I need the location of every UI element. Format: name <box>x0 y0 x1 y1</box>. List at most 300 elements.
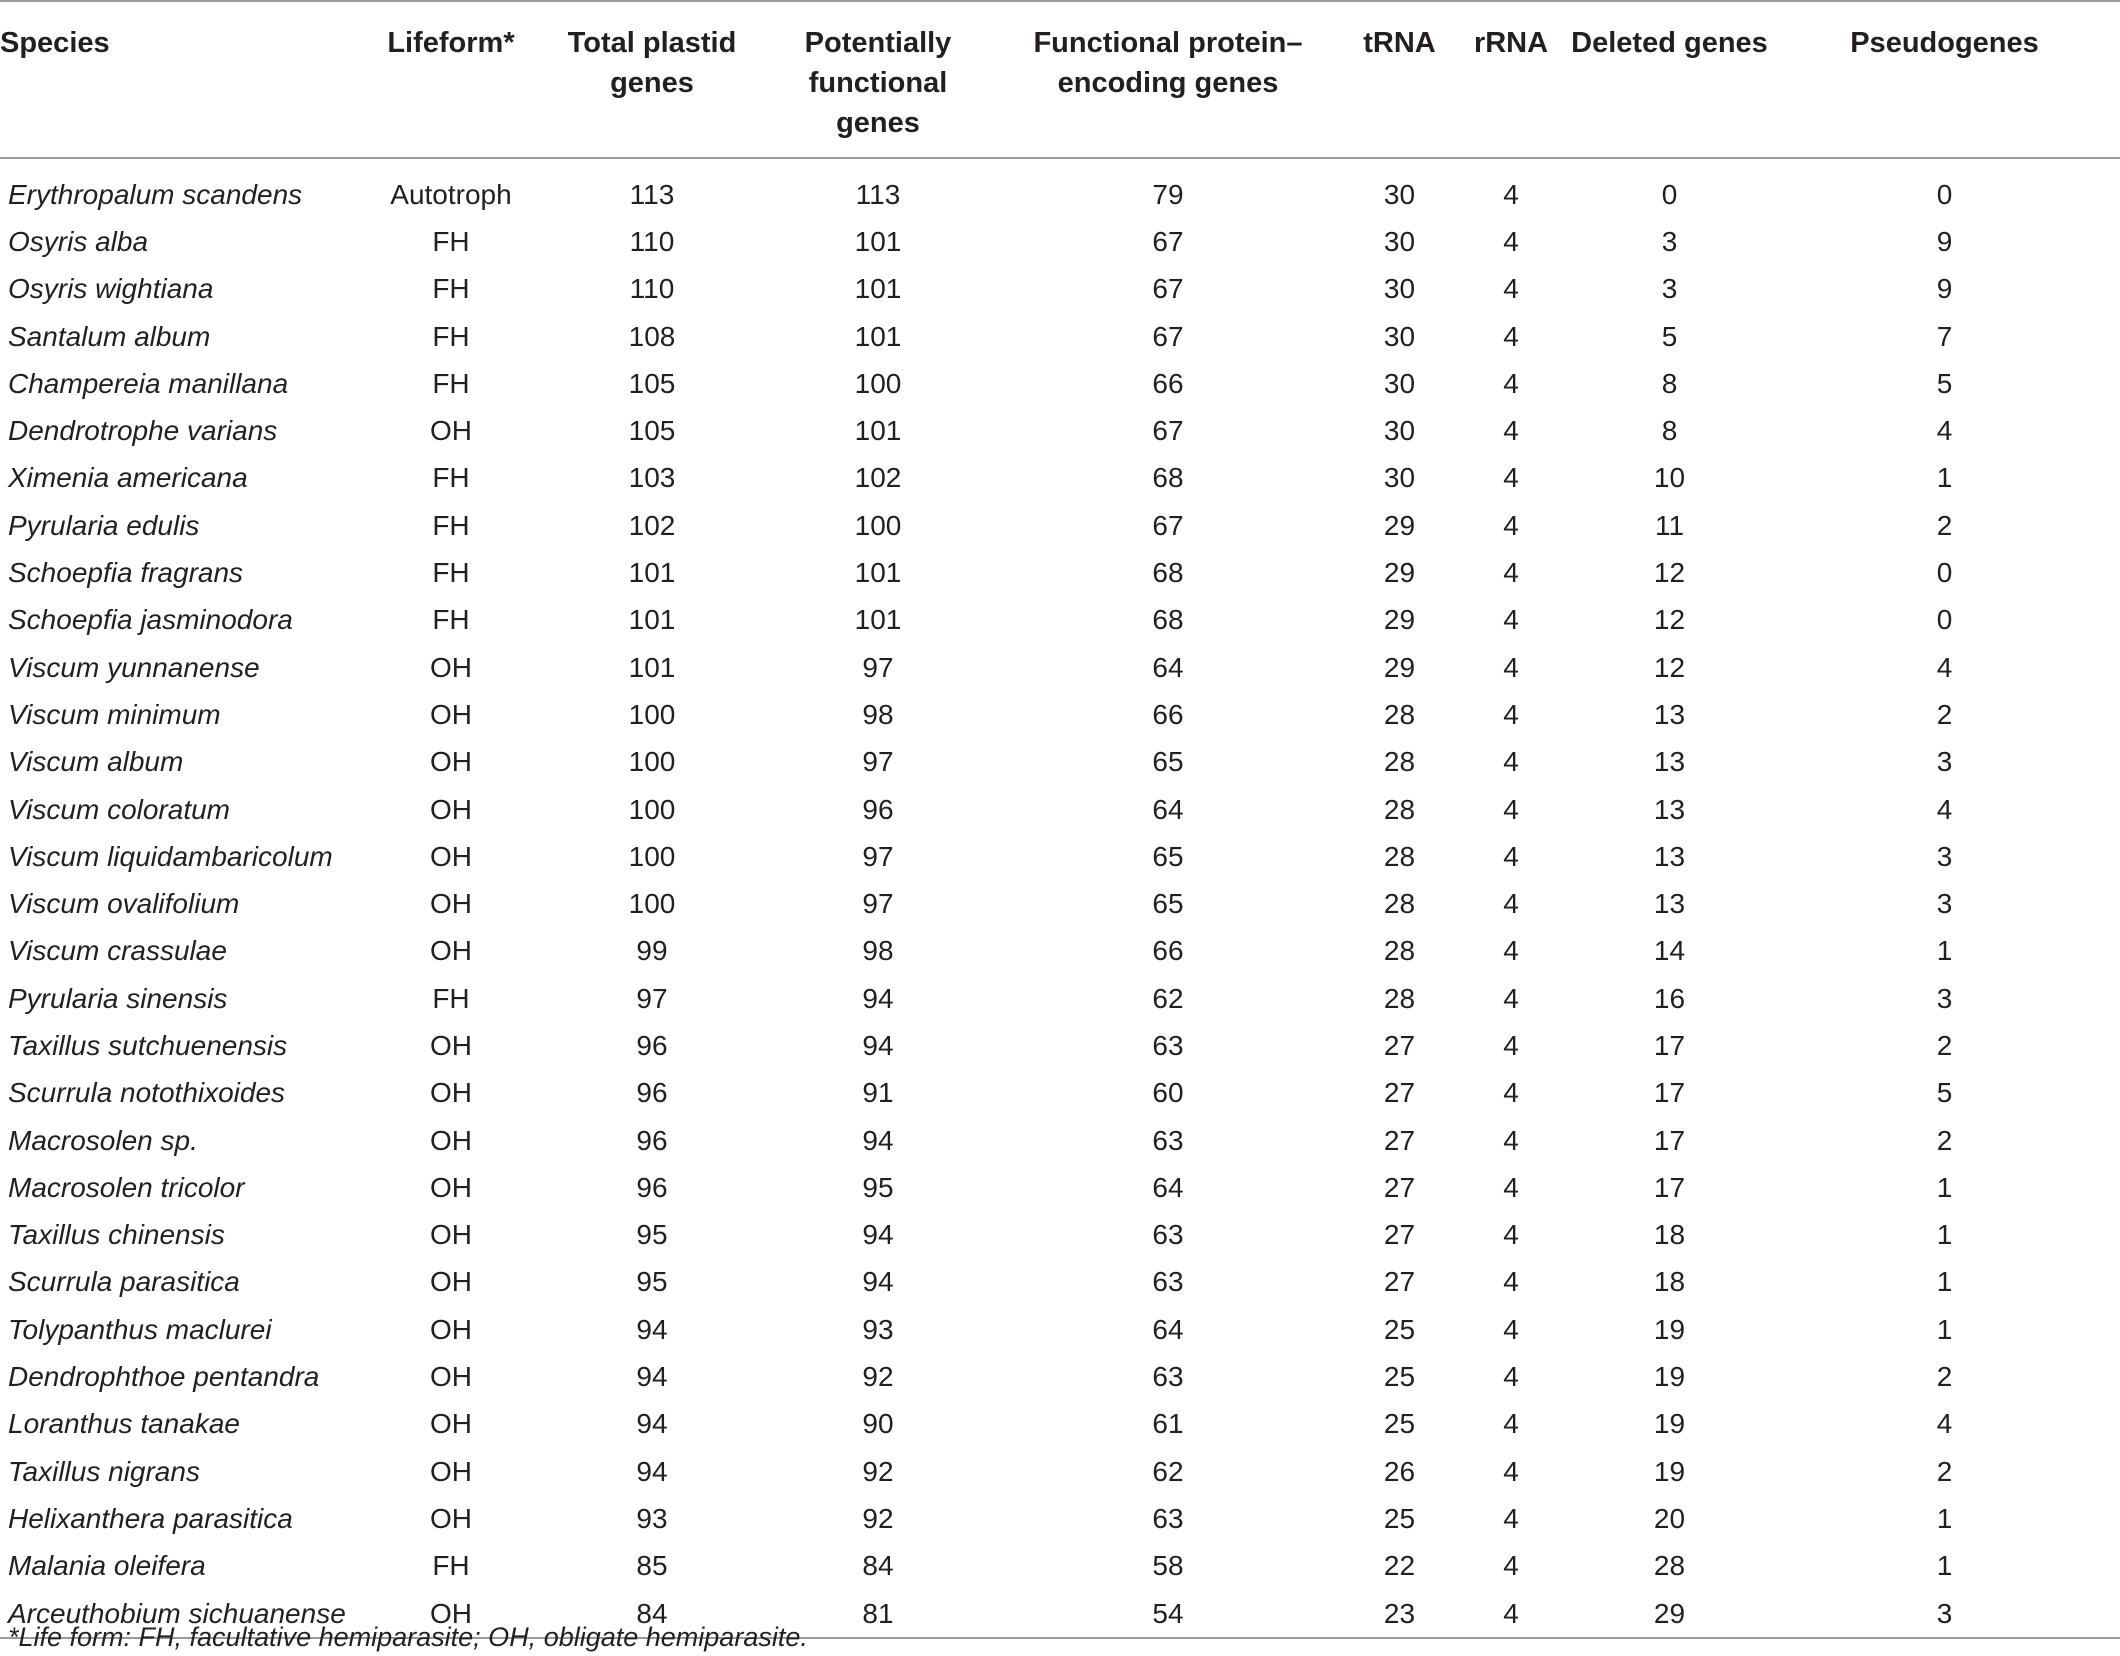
cell-trna: 29 <box>1383 651 1416 683</box>
cell-rrna: 4 <box>1503 1408 1519 1440</box>
cell-species: Pyrularia edulis <box>8 509 200 541</box>
cell-trna: 29 <box>1383 604 1416 636</box>
cell-total-plastid-genes: 108 <box>628 320 676 352</box>
cell-total-plastid-genes: 94 <box>636 1408 668 1440</box>
cell-potentially-functional-genes: 101 <box>854 415 902 447</box>
cell-lifeform: OH <box>430 1313 472 1345</box>
cell-species: Helixanthera parasitica <box>8 1502 293 1534</box>
cell-rrna: 4 <box>1503 840 1519 872</box>
cell-deleted-genes: 8 <box>1661 415 1678 447</box>
cell-lifeform: FH <box>432 225 470 257</box>
header-row <box>0 1 2120 158</box>
cell-deleted-genes: 3 <box>1661 225 1678 257</box>
cell-trna: 28 <box>1383 935 1416 967</box>
cell-functional-protein-encoding-genes: 66 <box>1152 367 1184 399</box>
cell-potentially-functional-genes: 101 <box>854 225 902 257</box>
cell-trna: 30 <box>1383 462 1416 494</box>
cell-total-plastid-genes: 94 <box>636 1361 668 1393</box>
cell-potentially-functional-genes: 92 <box>862 1502 894 1534</box>
cell-total-plastid-genes: 113 <box>629 178 675 210</box>
cell-lifeform: OH <box>430 1077 472 1109</box>
cell-pseudogenes: 4 <box>1936 1408 1953 1440</box>
cell-species: Scurrula notothixoides <box>8 1077 286 1109</box>
cell-lifeform: OH <box>430 698 472 730</box>
cell-lifeform: FH <box>432 462 470 494</box>
cell-species: Santalum album <box>8 320 211 352</box>
cell-rrna: 4 <box>1503 888 1519 920</box>
cell-rrna: 4 <box>1503 225 1519 257</box>
cell-pseudogenes: 2 <box>1936 1029 1953 1061</box>
cell-trna: 28 <box>1383 746 1416 778</box>
cell-lifeform: Autotroph <box>390 178 512 210</box>
cell-deleted-genes: 17 <box>1653 1029 1686 1061</box>
cell-functional-protein-encoding-genes: 60 <box>1152 1077 1184 1109</box>
cell-species: Macrosolen tricolor <box>8 1171 245 1203</box>
cell-total-plastid-genes: 105 <box>628 367 676 399</box>
cell-total-plastid-genes: 110 <box>629 225 675 257</box>
cell-pseudogenes: 1 <box>1936 1502 1953 1534</box>
cell-trna: 30 <box>1383 273 1416 305</box>
cell-trna: 27 <box>1383 1219 1416 1251</box>
cell-trna: 23 <box>1347 1590 1452 1638</box>
cell-potentially-functional-genes: 98 <box>862 935 894 967</box>
cell-lifeform: FH <box>432 273 470 305</box>
cell-functional-protein-encoding-genes: 64 <box>1152 651 1184 683</box>
table-row <box>0 266 2120 313</box>
cell-deleted-genes: 19 <box>1653 1313 1686 1345</box>
cell-trna: 25 <box>1383 1502 1416 1534</box>
cell-total-plastid-genes: 99 <box>636 935 668 967</box>
cell-rrna: 4 <box>1503 1550 1519 1582</box>
cell-trna: 28 <box>1383 793 1416 825</box>
cell-lifeform: FH <box>432 982 470 1014</box>
cell-pseudogenes: 1 <box>1936 1266 1953 1298</box>
table-row <box>0 549 2120 596</box>
cell-functional-protein-encoding-genes: 61 <box>1152 1408 1184 1440</box>
cell-rrna: 4 <box>1503 415 1519 447</box>
cell-lifeform: OH <box>430 1171 472 1203</box>
cell-functional-protein-encoding-genes: 64 <box>1152 793 1184 825</box>
cell-potentially-functional-genes: 97 <box>862 651 894 683</box>
cell-deleted-genes: 19 <box>1653 1408 1686 1440</box>
cell-functional-protein-encoding-genes: 63 <box>1152 1361 1184 1393</box>
cell-trna: 28 <box>1383 840 1416 872</box>
cell-species: Arceuthobium sichuanense <box>0 1590 365 1638</box>
table-row <box>0 644 2120 691</box>
cell-total-plastid-genes: 94 <box>636 1313 668 1345</box>
cell-total-plastid-genes: 100 <box>628 888 676 920</box>
cell-deleted-genes: 12 <box>1653 557 1686 589</box>
cell-potentially-functional-genes: 92 <box>862 1455 894 1487</box>
cell-rrna: 4 <box>1503 1029 1519 1061</box>
cell-total-plastid-genes: 93 <box>636 1502 668 1534</box>
cell-deleted-genes: 18 <box>1653 1219 1686 1251</box>
cell-functional-protein-encoding-genes: 67 <box>1152 273 1184 305</box>
cell-deleted-genes: 17 <box>1653 1124 1686 1156</box>
cell-lifeform: OH <box>430 1029 472 1061</box>
cell-pseudogenes: 1 <box>1936 935 1953 967</box>
table-row <box>0 786 2120 833</box>
cell-potentially-functional-genes: 92 <box>862 1361 894 1393</box>
table-row <box>0 407 2120 454</box>
cell-species: Malania oleifera <box>8 1550 206 1582</box>
cell-functional-protein-encoding-genes: 65 <box>1152 888 1184 920</box>
cell-lifeform: FH <box>432 367 470 399</box>
cell-lifeform: FH <box>432 604 470 636</box>
cell-species: Viscum ovalifolium <box>8 888 240 920</box>
header-pseudogenes: Pseudogenes <box>1769 1 2120 158</box>
table-row <box>0 597 2120 644</box>
cell-rrna: 4 <box>1503 1502 1519 1534</box>
cell-deleted-genes: 5 <box>1661 320 1678 352</box>
cell-species: Tolypanthus maclurei <box>8 1313 272 1345</box>
cell-species: Viscum yunnanense <box>8 651 260 683</box>
table-row <box>0 502 2120 549</box>
cell-functional-protein-encoding-genes: 63 <box>1152 1219 1184 1251</box>
cell-pseudogenes: 7 <box>1936 320 1953 352</box>
cell-potentially-functional-genes: 97 <box>862 746 894 778</box>
cell-lifeform: OH <box>430 1502 472 1534</box>
cell-pseudogenes: 1 <box>1936 1313 1953 1345</box>
cell-pseudogenes: 5 <box>1936 367 1953 399</box>
table-row <box>0 1117 2120 1164</box>
cell-deleted-genes: 18 <box>1653 1266 1686 1298</box>
cell-rrna: 4 <box>1503 1313 1519 1345</box>
cell-species: Dendrophthoe pentandra <box>8 1361 320 1393</box>
cell-pseudogenes: 3 <box>1936 746 1953 778</box>
table-row <box>0 1259 2120 1306</box>
cell-species: Ximenia americana <box>8 462 248 494</box>
cell-rrna: 4 <box>1503 1266 1519 1298</box>
cell-pseudogenes: 2 <box>1936 509 1953 541</box>
table-row <box>0 218 2120 265</box>
cell-trna: 27 <box>1383 1266 1416 1298</box>
cell-rrna: 4 <box>1503 509 1519 541</box>
table-spacer <box>0 158 2120 171</box>
cell-total-plastid-genes: 105 <box>628 415 676 447</box>
cell-trna: 30 <box>1383 225 1416 257</box>
header-functional-protein-encoding-genes: Functional protein–encoding genes <box>989 1 1347 158</box>
cell-species: Loranthus tanakae <box>8 1408 240 1440</box>
cell-pseudogenes: 3 <box>1936 888 1953 920</box>
cell-functional-protein-encoding-genes: 63 <box>1152 1502 1184 1534</box>
cell-lifeform: OH <box>365 1590 537 1638</box>
header-total-plastid-genes: Total plastid genes <box>537 1 767 158</box>
cell-functional-protein-encoding-genes: 68 <box>1152 462 1184 494</box>
cell-pseudogenes: 1 <box>1936 1219 1953 1251</box>
cell-deleted-genes: 12 <box>1653 604 1686 636</box>
table-row <box>0 360 2120 407</box>
cell-rrna: 4 <box>1503 320 1519 352</box>
cell-pseudogenes: 0 <box>1936 604 1953 636</box>
cell-species: Erythropalum scandens <box>8 178 303 210</box>
cell-species: Osyris wightiana <box>8 273 214 305</box>
cell-species: Viscum coloratum <box>8 793 231 825</box>
cell-potentially-functional-genes: 100 <box>854 509 902 541</box>
cell-rrna: 4 <box>1503 651 1519 683</box>
cell-potentially-functional-genes: 84 <box>862 1550 894 1582</box>
table-body <box>0 158 2120 1638</box>
cell-deleted-genes: 17 <box>1653 1077 1686 1109</box>
table-row <box>0 691 2120 738</box>
table-row <box>0 1070 2120 1117</box>
cell-species: Viscum liquidambaricolum <box>8 840 333 872</box>
table-row <box>0 171 2120 218</box>
cell-potentially-functional-genes: 102 <box>854 462 902 494</box>
cell-trna: 28 <box>1383 982 1416 1014</box>
cell-functional-protein-encoding-genes: 68 <box>1152 604 1184 636</box>
cell-potentially-functional-genes: 94 <box>862 982 894 1014</box>
cell-pseudogenes: 0 <box>1936 557 1953 589</box>
cell-deleted-genes: 16 <box>1653 982 1686 1014</box>
cell-pseudogenes: 4 <box>1936 793 1953 825</box>
cell-lifeform: OH <box>430 1455 472 1487</box>
cell-functional-protein-encoding-genes: 67 <box>1152 320 1184 352</box>
cell-lifeform: OH <box>430 415 472 447</box>
cell-deleted-genes: 13 <box>1653 840 1686 872</box>
cell-trna: 25 <box>1383 1313 1416 1345</box>
cell-species: Viscum album <box>8 746 184 778</box>
cell-lifeform: OH <box>430 1266 472 1298</box>
cell-total-plastid-genes: 97 <box>636 982 668 1014</box>
cell-deleted-genes: 13 <box>1653 888 1686 920</box>
cell-total-plastid-genes: 103 <box>628 462 676 494</box>
cell-rrna: 4 <box>1503 1124 1519 1156</box>
table-row <box>0 1212 2120 1259</box>
cell-rrna: 4 <box>1452 1590 1570 1638</box>
cell-functional-protein-encoding-genes: 67 <box>1152 225 1184 257</box>
cell-species: Macrosolen sp. <box>8 1124 198 1156</box>
cell-functional-protein-encoding-genes: 64 <box>1152 1313 1184 1345</box>
cell-pseudogenes: 9 <box>1936 273 1953 305</box>
table-row <box>0 833 2120 880</box>
cell-lifeform: FH <box>432 320 470 352</box>
cell-trna: 30 <box>1383 415 1416 447</box>
cell-potentially-functional-genes: 98 <box>862 698 894 730</box>
cell-total-plastid-genes: 101 <box>628 557 676 589</box>
cell-pseudogenes: 1 <box>1936 1171 1953 1203</box>
cell-species: Viscum crassulae <box>8 935 227 967</box>
cell-potentially-functional-genes: 94 <box>862 1266 894 1298</box>
cell-deleted-genes: 0 <box>1661 178 1678 210</box>
cell-species: Champereia manillana <box>8 367 289 399</box>
cell-deleted-genes: 13 <box>1653 698 1686 730</box>
cell-pseudogenes: 2 <box>1936 1361 1953 1393</box>
cell-trna: 28 <box>1383 888 1416 920</box>
cell-deleted-genes: 3 <box>1661 273 1678 305</box>
table-row <box>0 1306 2120 1353</box>
cell-total-plastid-genes: 102 <box>628 509 676 541</box>
table-row <box>0 1022 2120 1069</box>
cell-potentially-functional-genes: 101 <box>854 557 902 589</box>
cell-lifeform: OH <box>430 840 472 872</box>
cell-deleted-genes: 12 <box>1653 651 1686 683</box>
cell-lifeform: OH <box>430 793 472 825</box>
cell-pseudogenes: 5 <box>1936 1077 1953 1109</box>
cell-trna: 25 <box>1383 1408 1416 1440</box>
cell-pseudogenes: 3 <box>1936 840 1953 872</box>
cell-functional-protein-encoding-genes: 62 <box>1152 1455 1184 1487</box>
cell-deleted-genes: 20 <box>1653 1502 1686 1534</box>
cell-species: Schoepfia fragrans <box>8 557 244 589</box>
cell-potentially-functional-genes: 95 <box>862 1171 894 1203</box>
cell-potentially-functional-genes: 101 <box>854 273 902 305</box>
cell-species: Schoepfia jasminodora <box>8 604 293 636</box>
table-row <box>0 1164 2120 1211</box>
cell-rrna: 4 <box>1503 1219 1519 1251</box>
cell-deleted-genes: 14 <box>1653 935 1686 967</box>
cell-potentially-functional-genes: 94 <box>862 1029 894 1061</box>
cell-trna: 26 <box>1383 1455 1416 1487</box>
cell-rrna: 4 <box>1503 935 1519 967</box>
cell-total-plastid-genes: 101 <box>628 651 676 683</box>
cell-total-plastid-genes: 100 <box>628 698 676 730</box>
cell-trna: 30 <box>1383 320 1416 352</box>
cell-deleted-genes: 10 <box>1653 462 1686 494</box>
cell-trna: 22 <box>1383 1550 1416 1582</box>
spacer-cell <box>0 158 2120 171</box>
cell-trna: 27 <box>1383 1171 1416 1203</box>
cell-deleted-genes: 11 <box>1654 509 1685 541</box>
table-footnote: *Life form: FH, facultative hemiparasite; OH, obligate hemiparasite. <box>8 1622 808 1652</box>
cell-pseudogenes: 3 <box>1769 1590 2120 1638</box>
cell-trna: 25 <box>1383 1361 1416 1393</box>
cell-total-plastid-genes: 96 <box>636 1029 668 1061</box>
cell-functional-protein-encoding-genes: 63 <box>1152 1124 1184 1156</box>
cell-lifeform: OH <box>430 1361 472 1393</box>
table-row <box>0 1495 2120 1542</box>
cell-pseudogenes: 0 <box>1936 178 1953 210</box>
cell-deleted-genes: 19 <box>1653 1455 1686 1487</box>
cell-lifeform: OH <box>430 1408 472 1440</box>
cell-total-plastid-genes: 101 <box>628 604 676 636</box>
table-row <box>0 313 2120 360</box>
cell-deleted-genes: 13 <box>1653 793 1686 825</box>
cell-deleted-genes: 28 <box>1653 1550 1686 1582</box>
cell-total-plastid-genes: 100 <box>628 746 676 778</box>
cell-pseudogenes: 2 <box>1936 1455 1953 1487</box>
cell-trna: 29 <box>1383 509 1416 541</box>
cell-total-plastid-genes: 100 <box>628 840 676 872</box>
cell-potentially-functional-genes: 113 <box>855 178 901 210</box>
cell-total-plastid-genes: 96 <box>636 1124 668 1156</box>
cell-total-plastid-genes: 84 <box>537 1590 767 1638</box>
cell-rrna: 4 <box>1503 1455 1519 1487</box>
cell-potentially-functional-genes: 101 <box>854 320 902 352</box>
cell-pseudogenes: 9 <box>1936 225 1953 257</box>
table-row <box>0 1448 2120 1495</box>
cell-potentially-functional-genes: 94 <box>862 1124 894 1156</box>
cell-lifeform: FH <box>432 557 470 589</box>
cell-species: Taxillus sutchuenensis <box>8 1029 288 1061</box>
cell-potentially-functional-genes: 101 <box>854 604 902 636</box>
cell-trna: 27 <box>1383 1124 1416 1156</box>
cell-lifeform: OH <box>430 1219 472 1251</box>
cell-functional-protein-encoding-genes: 54 <box>989 1590 1347 1638</box>
table-row <box>0 1543 2120 1590</box>
cell-total-plastid-genes: 85 <box>636 1550 668 1582</box>
cell-species: Scurrula parasitica <box>8 1266 240 1298</box>
header-lifeform: Lifeform* <box>365 1 537 158</box>
cell-deleted-genes: 19 <box>1653 1361 1686 1393</box>
table-row <box>0 1353 2120 1400</box>
cell-functional-protein-encoding-genes: 68 <box>1152 557 1184 589</box>
cell-species: Taxillus nigrans <box>8 1455 200 1487</box>
cell-potentially-functional-genes: 91 <box>862 1077 894 1109</box>
cell-potentially-functional-genes: 90 <box>862 1408 894 1440</box>
cell-functional-protein-encoding-genes: 62 <box>1152 982 1184 1014</box>
cell-trna: 29 <box>1383 557 1416 589</box>
cell-potentially-functional-genes: 100 <box>854 367 902 399</box>
cell-rrna: 4 <box>1503 1171 1519 1203</box>
table-row <box>0 739 2120 786</box>
header-rrna: rRNA <box>1452 1 1570 158</box>
cell-potentially-functional-genes: 93 <box>862 1313 894 1345</box>
cell-total-plastid-genes: 96 <box>636 1171 668 1203</box>
cell-species: Dendrotrophe varians <box>8 415 278 447</box>
cell-pseudogenes: 4 <box>1936 415 1953 447</box>
header-potentially-functional-genes: Potentially functional genes <box>767 1 989 158</box>
cell-trna: 27 <box>1383 1029 1416 1061</box>
cell-total-plastid-genes: 100 <box>628 793 676 825</box>
cell-pseudogenes: 2 <box>1936 698 1953 730</box>
cell-potentially-functional-genes: 97 <box>862 840 894 872</box>
cell-lifeform: OH <box>430 1124 472 1156</box>
cell-rrna: 4 <box>1503 698 1519 730</box>
table-row <box>0 975 2120 1022</box>
cell-pseudogenes: 1 <box>1936 462 1953 494</box>
cell-pseudogenes: 1 <box>1936 1550 1953 1582</box>
cell-functional-protein-encoding-genes: 65 <box>1152 746 1184 778</box>
cell-rrna: 4 <box>1503 982 1519 1014</box>
header-deleted-genes: Deleted genes <box>1570 1 1769 158</box>
cell-pseudogenes: 3 <box>1936 982 1953 1014</box>
cell-trna: 30 <box>1383 367 1416 399</box>
header-species: Species <box>0 1 365 158</box>
cell-lifeform: FH <box>432 1550 470 1582</box>
cell-trna: 27 <box>1383 1077 1416 1109</box>
cell-total-plastid-genes: 95 <box>636 1266 668 1298</box>
cell-functional-protein-encoding-genes: 63 <box>1152 1029 1184 1061</box>
header-trna: tRNA <box>1347 1 1452 158</box>
cell-functional-protein-encoding-genes: 64 <box>1152 1171 1184 1203</box>
table-header <box>0 1 2120 158</box>
cell-rrna: 4 <box>1503 793 1519 825</box>
cell-functional-protein-encoding-genes: 63 <box>1152 1266 1184 1298</box>
cell-lifeform: OH <box>430 651 472 683</box>
cell-rrna: 4 <box>1503 557 1519 589</box>
cell-functional-protein-encoding-genes: 67 <box>1152 509 1184 541</box>
cell-functional-protein-encoding-genes: 66 <box>1152 935 1184 967</box>
cell-species: Viscum minimum <box>8 698 221 730</box>
cell-rrna: 4 <box>1503 367 1519 399</box>
cell-total-plastid-genes: 96 <box>636 1077 668 1109</box>
cell-deleted-genes: 17 <box>1653 1171 1686 1203</box>
cell-potentially-functional-genes: 81 <box>767 1590 989 1638</box>
cell-lifeform: OH <box>430 746 472 778</box>
cell-functional-protein-encoding-genes: 58 <box>1152 1550 1184 1582</box>
cell-rrna: 4 <box>1503 604 1519 636</box>
cell-trna: 28 <box>1383 698 1416 730</box>
cell-rrna: 4 <box>1503 1077 1519 1109</box>
table-row <box>0 1401 2120 1448</box>
cell-functional-protein-encoding-genes: 67 <box>1152 415 1184 447</box>
cell-lifeform: OH <box>430 935 472 967</box>
cell-deleted-genes: 13 <box>1653 746 1686 778</box>
cell-trna: 30 <box>1383 178 1416 210</box>
cell-lifeform: OH <box>430 888 472 920</box>
cell-total-plastid-genes: 94 <box>636 1455 668 1487</box>
